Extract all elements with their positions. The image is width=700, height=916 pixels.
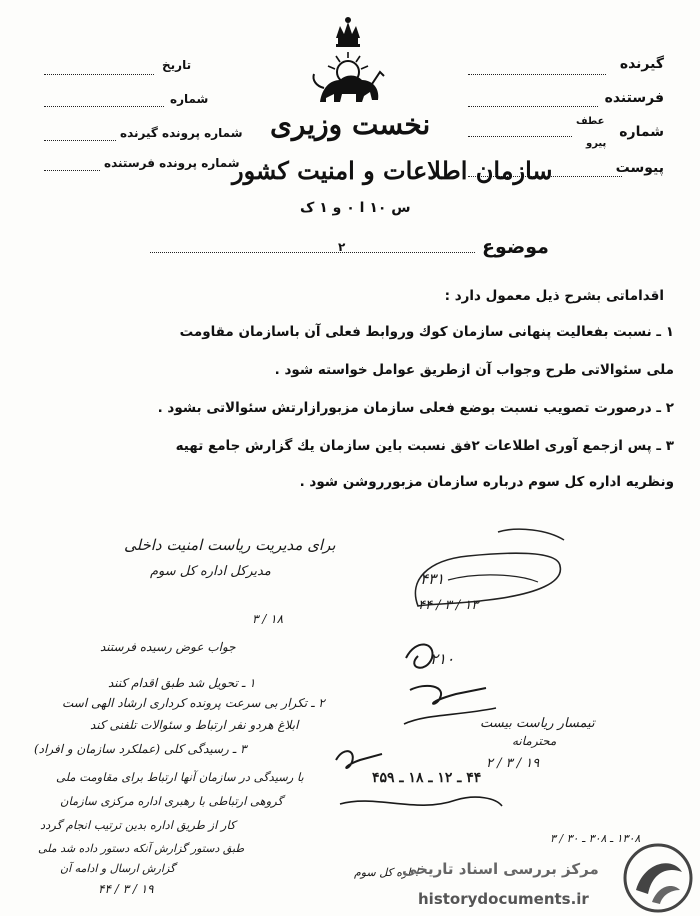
handwritten-list-sign-1: طبق دستور گزارش آنکه دستور داده شد ملی (38, 842, 245, 855)
recipient-field-line (468, 74, 606, 75)
subject-value: ۲ (338, 240, 346, 254)
stamp-date: ۱۳ / ۳ / ۴۴ (418, 598, 479, 613)
stamp-number: ۴۳۱ (420, 570, 445, 588)
serial-number: ۴۴ ـ ۱۲ ـ ۱۸ ـ ۴۵۹ (372, 770, 482, 786)
handwritten-list-heading: جواب عوض رسیده فرستند (100, 640, 236, 654)
body-item-3-line-1: ۳ ـ پس ازجمع آوری اطلاعات ۲فق نسبت باین سازمان یك گزارش جامع تهیه (175, 438, 674, 454)
handwritten-note-date: ۱۸ / ۳ (252, 612, 284, 626)
handwritten-list-line-1: ۱ ـ تحویل شد طبق اقدام کنند (108, 676, 256, 690)
handwritten-list-line-7: کار از طریق اداره بدین ترتیب انجام گردد (40, 818, 236, 832)
subject-field-line (150, 252, 475, 253)
sender-file-field-line (44, 170, 100, 171)
number-attach-top: عطف (576, 116, 605, 127)
organization-name: سازمان اطلاعات و امنیت کشور (232, 156, 553, 185)
lion-and-sun-emblem-icon (306, 14, 390, 110)
bottom-note: اداره کل سوم (354, 866, 419, 879)
number-field-line (468, 136, 572, 137)
handwritten-list-line-2: ۲ ـ تکرار بی سرعت پرونده کرداری ارشاد الهی است (62, 696, 325, 710)
right-handwritten-note: تیمسار ریاست بیست (480, 716, 595, 731)
number-attach-bottom: پیرو (586, 138, 607, 149)
handwritten-note-2: مدیرکل اداره کل سوم (150, 564, 271, 579)
handwritten-note-1: برای مدیریت ریاست امنیت داخلی (124, 536, 336, 554)
recipient-file-label: شماره پرونده گیرنده (120, 126, 243, 140)
handwritten-list-line-6: گروهی ارتباطی با رهبری اداره مرکزی سازمان (60, 794, 283, 808)
prime-ministry-title: نخست وزیری (270, 108, 431, 141)
body-item-1-line-1: ۱ ـ نسبت بفعالیت پنهانی سازمان کوك وروابط فعلی آن باسازمان مقاومت (179, 324, 674, 340)
date-field-line (44, 74, 154, 75)
right-signature-date: ۱۹ / ۳ / ۲ (486, 756, 540, 771)
enclosure-label: پیوست (615, 160, 664, 176)
handwritten-list-date: ۱۹ / ۳ / ۴۴ (98, 882, 154, 896)
underline-scribble-icon (336, 784, 506, 824)
left-number-field-line (44, 106, 164, 107)
handwritten-list-sign-2: گزارش ارسال و ادامه آن (60, 862, 176, 875)
body-item-3-line-2: ونظریه اداره کل سوم درباره سازمان مزبورروشن شود . (299, 474, 674, 490)
subject-label: موضوع (482, 236, 549, 258)
bottom-left-reference: ۱۳۰۸ ـ ۳۰۸ ـ ۳۰ / ۳ (550, 832, 641, 845)
mark-number: ۲۱۰ (430, 650, 455, 668)
handwritten-list-line-5: با رسیدگی در سازمان آنها ارتباط برای مقاومت ملی (56, 770, 304, 784)
body-item-1-line-2: ملی سئوالاتی طرح وجواب آن ازطریق عوامل خواسته شود . (274, 362, 674, 378)
left-number-label: شماره (170, 92, 209, 106)
sender-field-line (468, 106, 598, 107)
date-label: تاریخ (162, 58, 192, 72)
watermark-center-text: مرکز بررسی اسناد تاریخی (402, 860, 599, 878)
handwritten-list-line-4: ۳ ـ رسیدگی کلی (عملکرد سازمان و افراد) (34, 742, 247, 756)
archive-logo-icon (622, 842, 694, 914)
sender-file-label: شماره پرونده فرستنده (104, 156, 240, 170)
watermark-url: historydocuments.ir (418, 890, 589, 908)
recipient-file-field-line (44, 140, 116, 141)
sender-label: فرستنده (604, 90, 664, 106)
body-item-2: ۲ ـ درصورت تصویب نسبت بوضع فعلی سازمان مزبورازارتش سئوالاتی بشود . (157, 400, 674, 416)
number-label: شماره (619, 124, 664, 140)
organization-code: س ۱۰ ا ۰ و ۱ ک (300, 200, 411, 216)
handwritten-list-line-3: ابلاغ هردو نفر ارتباط و سئوالات تلفنی کند (90, 718, 299, 732)
body-intro: اقداماتی بشرح ذیل معمول دارد : (444, 288, 664, 304)
right-handwritten-note-2: محترمانه (512, 734, 557, 748)
initial-scribble-icon (330, 740, 390, 780)
recipient-label: گیرنده (619, 56, 664, 72)
